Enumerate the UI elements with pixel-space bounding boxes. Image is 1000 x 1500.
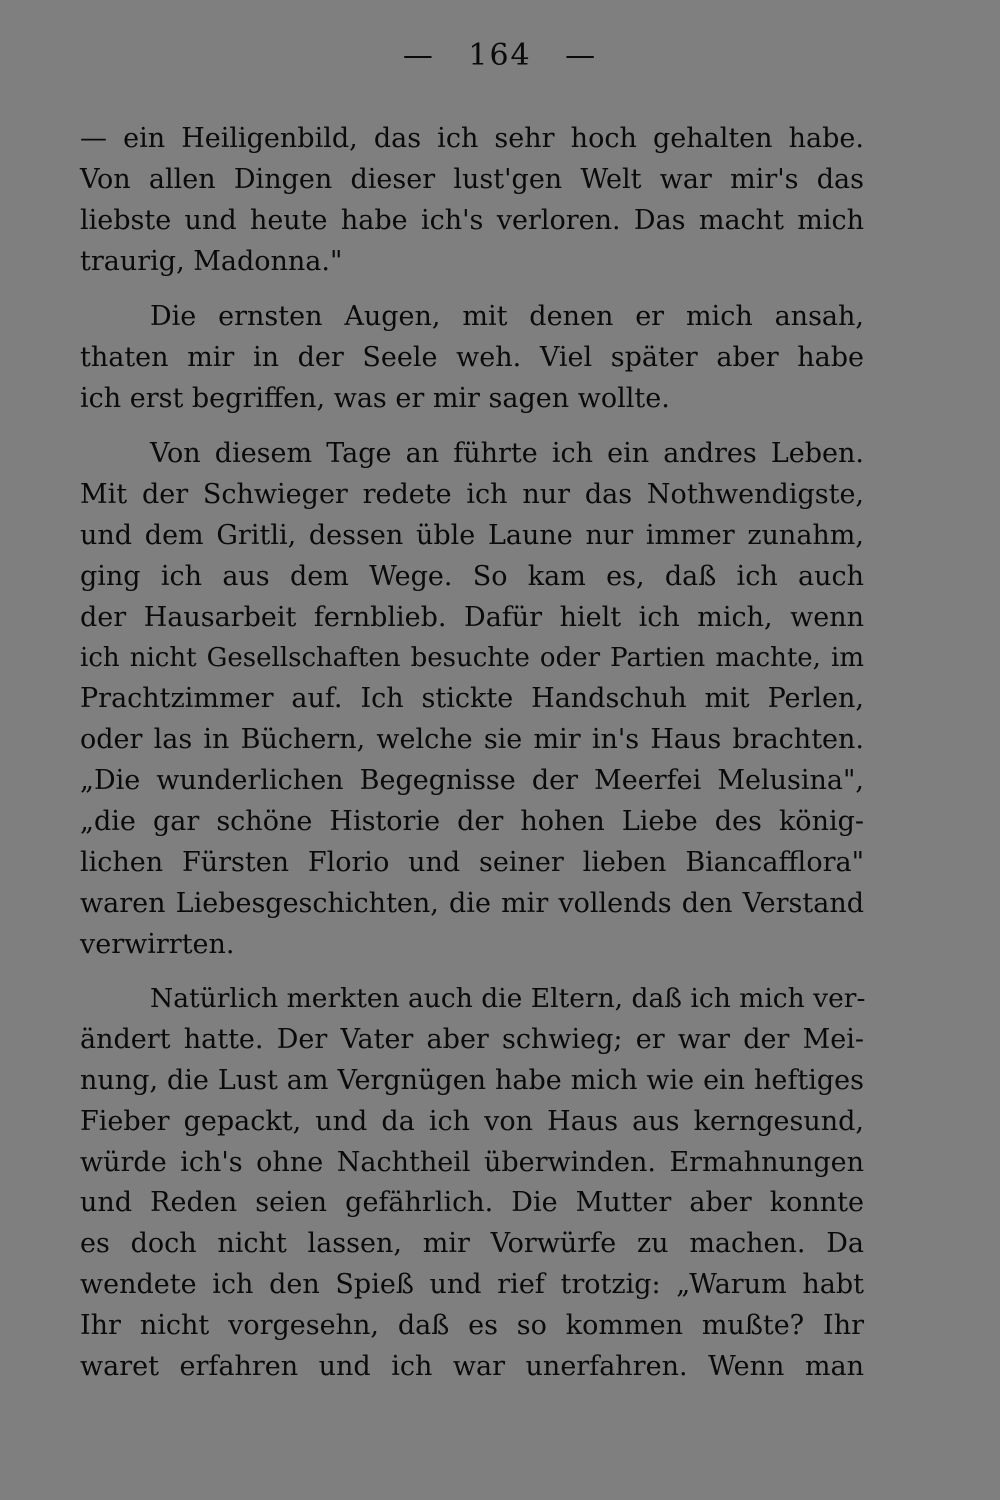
- paragraph-4: [80, 979, 864, 1388]
- text-line: lichen Fürsten Florio und seiner lieben Biancafflora": [80, 846, 864, 878]
- text-line: Die ernsten Augen, mit denen er mich ansah,: [150, 301, 864, 332]
- text-line: Von diesem Tage an führte ich ein andres Leben.: [150, 438, 864, 469]
- text-line: oder las in Büchern, welche sie mir in's Haus brachten.: [80, 724, 864, 756]
- text-line: Natürlich merkten auch die Eltern, daß ich mich ver-: [150, 983, 866, 1014]
- text-line: — ein Heiligenbild, das ich sehr hoch gehalten habe.: [80, 123, 864, 154]
- text-line: traurig, Madonna.": [80, 245, 343, 277]
- text-line: verwirrten.: [80, 928, 235, 960]
- text-line: es doch nicht lassen, mir Vorwürfe zu machen. Da: [80, 1228, 864, 1260]
- paragraph-3: [80, 434, 864, 966]
- text-line: ich erst begriffen, was er mir sagen wollte.: [80, 382, 670, 414]
- text-line: ging ich aus dem Wege. So kam es, daß ich auch: [80, 560, 864, 592]
- paragraph-1: [80, 119, 864, 283]
- text-line: ändert hatte. Der Vater aber schwieg; er war der Mei-: [80, 1023, 864, 1055]
- text-line: liebste und heute habe ich's verloren. Das macht mich: [80, 204, 864, 236]
- paragraph-2: [80, 297, 864, 420]
- page-number-dash-right: —: [565, 38, 598, 73]
- text-line: Prachtzimmer auf. Ich stickte Handschuh mit Perlen,: [80, 683, 864, 715]
- text-line: und Reden seien gefährlich. Die Mutter aber konnte: [80, 1187, 864, 1219]
- text-line: „Die wunderlichen Begegnisse der Meerfei Melusina",: [80, 765, 864, 797]
- page-header: [0, 38, 1000, 73]
- page-number: 164: [468, 38, 532, 73]
- text-line: waret erfahren und ich war unerfahren. Wenn man: [80, 1351, 864, 1383]
- text-line: Mit der Schwieger redete ich nur das Nothwendigste,: [80, 478, 864, 510]
- text-line: würde ich's ohne Nachtheil überwinden. Ermahnungen: [80, 1146, 864, 1178]
- text-line: waren Liebesgeschichten, die mir vollends den Verstand: [80, 887, 864, 919]
- text-line: Ihr nicht vorgesehn, daß es so kommen mußte? Ihr: [80, 1310, 864, 1342]
- page-number-dash-left: —: [402, 38, 435, 73]
- text-line: nung, die Lust am Vergnügen habe mich wie ein heftiges: [80, 1064, 864, 1096]
- text-line: und dem Gritli, dessen üble Laune nur immer zunahm,: [80, 519, 864, 551]
- text-line: der Hausarbeit fernblieb. Dafür hielt ich mich, wenn: [80, 601, 864, 633]
- text-line: wendete ich den Spieß und rief trotzig: „Warum habt: [80, 1269, 864, 1301]
- text-line: thaten mir in der Seele weh. Viel später aber habe: [80, 341, 864, 373]
- text-line: ich nicht Gesellschaften besuchte oder Partien machte, im: [80, 643, 864, 674]
- text-line: Fieber gepackt, und da ich von Haus aus kerngesund,: [80, 1105, 864, 1137]
- text-line: Von allen Dingen dieser lust'gen Welt war mir's das: [80, 163, 864, 195]
- text-line: „die gar schöne Historie der hohen Liebe des könig-: [80, 806, 864, 838]
